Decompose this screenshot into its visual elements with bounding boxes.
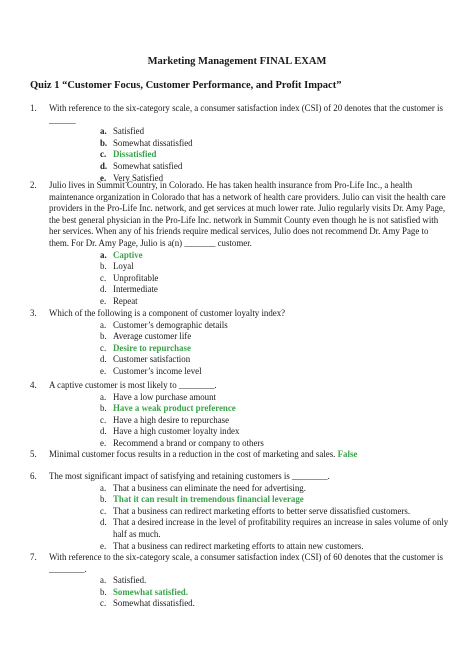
- option-d: [100, 426, 450, 438]
- question-2: [30, 180, 450, 308]
- option-letter: a.: [100, 319, 107, 330]
- question-text: A captive customer is most likely to ________.: [49, 380, 217, 390]
- option-letter: a.: [100, 126, 107, 137]
- correct-answer: False: [337, 449, 358, 459]
- option-letter: b.: [100, 331, 107, 342]
- option-letter: c.: [100, 598, 107, 609]
- question-text: With reference to the six-category scale, a consumer satisfaction index (CSI) of 60 denotes that the customer is ________.: [49, 552, 443, 574]
- question-4: [30, 380, 450, 450]
- option-c: [100, 415, 450, 427]
- question-5: [30, 449, 450, 461]
- option-b-correct: [100, 494, 450, 506]
- option-text: Satisfied: [113, 126, 145, 137]
- option-a-correct: [100, 250, 450, 262]
- correct-answer: Captive: [113, 249, 143, 260]
- question-7: [30, 552, 450, 610]
- option-letter: b.: [100, 261, 107, 272]
- option-letter: e.: [100, 295, 107, 306]
- option-c: [100, 273, 450, 285]
- option-letter: b.: [100, 586, 107, 597]
- option-letter: b.: [100, 494, 107, 505]
- option-text: Recommend a brand or company to others: [113, 437, 264, 448]
- option-text: Somewhat dissatisfied: [113, 137, 193, 148]
- option-e: [100, 366, 450, 378]
- option-letter: e.: [100, 437, 107, 448]
- question-text: Which of the following is a component of customer loyalty index?: [49, 308, 286, 318]
- option-a: [100, 392, 450, 404]
- option-d: [100, 284, 450, 296]
- question-3: [30, 308, 450, 378]
- option-d: [100, 517, 450, 540]
- option-text: Customer’s demographic details: [113, 319, 228, 330]
- option-b-correct: [100, 403, 450, 415]
- correct-answer: Dissatisfied: [113, 149, 157, 160]
- option-letter: d.: [100, 426, 107, 437]
- option-letter: a.: [100, 391, 107, 402]
- question-text: The most significant impact of satisfying and retaining customers is ________.: [49, 471, 330, 481]
- option-b: [100, 261, 450, 273]
- correct-answer: That it can result in tremendous financial leverage: [113, 494, 304, 505]
- option-letter: b.: [100, 403, 107, 414]
- option-letter: a.: [100, 482, 107, 493]
- quiz-title: Quiz 1 “Customer Focus, Customer Performance, and Profit Impact”: [30, 80, 342, 91]
- option-letter: e.: [100, 365, 107, 376]
- option-e: [100, 541, 450, 553]
- question-number: 3.: [30, 308, 37, 318]
- question-number: 1.: [30, 103, 37, 113]
- option-a: [100, 483, 450, 495]
- option-text: Have a high desire to repurchase: [113, 414, 230, 425]
- option-text: Average customer life: [113, 331, 192, 342]
- option-text: Have a high customer loyalty index: [113, 426, 240, 437]
- correct-answer: Have a weak product preference: [113, 403, 236, 414]
- question-number: 7.: [30, 552, 37, 562]
- question-6: [30, 471, 450, 552]
- option-letter: c.: [100, 342, 107, 353]
- option-text: Satisfied.: [113, 575, 147, 586]
- question-1: [30, 103, 450, 184]
- option-letter: a.: [100, 249, 107, 260]
- option-letter: c.: [100, 505, 107, 516]
- option-letter: d.: [100, 354, 107, 365]
- question-number: 4.: [30, 380, 37, 390]
- option-e: [100, 438, 450, 450]
- option-c-correct: [100, 343, 450, 355]
- option-text: That a desired increase in the level of profitability requires an increase in sales volume of only half as much.: [113, 517, 449, 539]
- option-text: Customer satisfaction: [113, 354, 191, 365]
- option-letter: d.: [100, 284, 107, 295]
- option-letter: e.: [100, 172, 107, 183]
- option-letter: c.: [100, 149, 107, 160]
- option-a: [100, 126, 450, 138]
- option-d: [100, 161, 450, 173]
- option-c: [100, 506, 450, 518]
- option-text: Intermediate: [113, 284, 158, 295]
- option-text: Somewhat satisfied: [113, 160, 183, 171]
- option-text: Loyal: [113, 261, 134, 272]
- option-letter: e.: [100, 540, 107, 551]
- option-letter: d.: [100, 517, 107, 528]
- option-text: Have a low purchase amount: [113, 391, 217, 402]
- option-b: [100, 331, 450, 343]
- option-letter: b.: [100, 137, 108, 148]
- question-number: 2.: [30, 180, 37, 190]
- option-text: That a business can redirect marketing efforts to attain new customers.: [113, 540, 364, 551]
- option-c-correct: [100, 149, 450, 161]
- question-text: Julio lives in Summit Country, in Colorado. He has taken health insurance from Pro-Life Inc., a health maintenance organization in Colorado that has a network of health care providers. Julio can visit the health care providers in the Pro-Life Inc. network, and get services at much lower rate. Julio regularly visits Dr. Amy Page, the best general physician in the Pro-Life Inc. network in Summit County even though he is not satisfied with her services. When any of his friends require medical services, Julio does not recommend Dr. Amy Page to them. For Dr. Amy Page, Julio is a(n) _______ customer.: [49, 180, 446, 248]
- option-c: [100, 598, 450, 610]
- option-b: [100, 138, 450, 150]
- option-text: Very Satisfied: [113, 172, 164, 183]
- question-text: With reference to the six-category scale, a consumer satisfaction index (CSI) of 20 denotes that the customer is ______: [49, 103, 443, 125]
- option-letter: c.: [100, 414, 107, 425]
- option-a: [100, 320, 450, 332]
- correct-answer: Somewhat satisfied.: [113, 586, 188, 597]
- question-number: 5.: [30, 449, 37, 459]
- option-text: Repeat: [113, 295, 138, 306]
- option-text: Customer’s income level: [113, 365, 202, 376]
- option-e: [100, 296, 450, 308]
- option-a: [100, 575, 450, 587]
- option-letter: d.: [100, 160, 108, 171]
- option-text: Somewhat dissatisfied.: [113, 598, 195, 609]
- option-letter: a.: [100, 575, 107, 586]
- option-text: That a business can eliminate the need for advertising.: [113, 482, 306, 493]
- correct-answer: Desire to repurchase: [113, 342, 191, 353]
- option-b-correct: [100, 587, 450, 599]
- option-d: [100, 354, 450, 366]
- option-text: That a business can redirect marketing efforts to better serve dissatisfied customers.: [113, 505, 411, 516]
- question-number: 6.: [30, 471, 37, 481]
- option-text: Unprofitable: [113, 272, 159, 283]
- page-title: Marketing Management FINAL EXAM: [147, 56, 327, 67]
- option-letter: c.: [100, 272, 107, 283]
- question-text: Minimal customer focus results in a reduction in the cost of marketing and sales.: [49, 449, 336, 459]
